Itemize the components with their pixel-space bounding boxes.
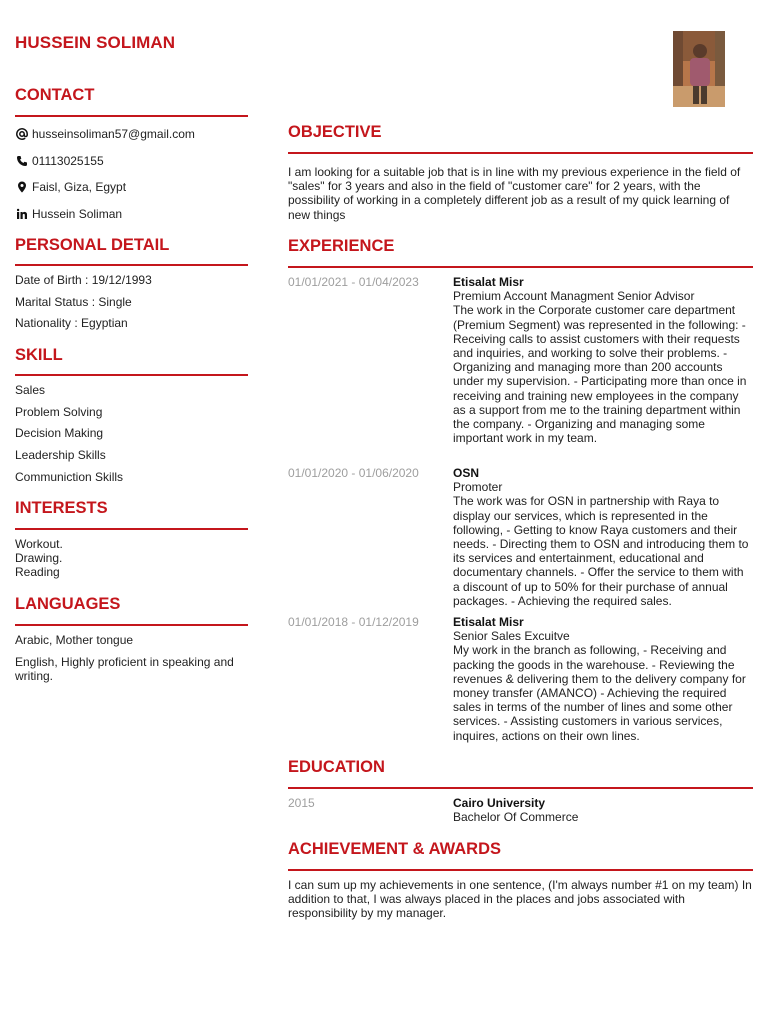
skill-item: Problem Solving <box>15 405 103 419</box>
personal-nationality: Nationality : Egyptian <box>15 316 128 330</box>
skill-item: Leadership Skills <box>15 448 106 462</box>
experience-entry <box>453 466 753 608</box>
experience-description: My work in the branch as following, - Receiving and packing the goods in the warehouse. - Reviewing the revenues & delivering them to the delivery company for money transfer (AMANCO) - Achieving the required sales in terms of the number of lines and some other services. - Assisting customers in various services, inquires, actions on their own lines. <box>453 643 746 743</box>
skill-item: Communiction Skills <box>15 470 124 484</box>
interest-item: Drawing. <box>15 551 63 565</box>
experience-divider <box>288 266 753 268</box>
education-entry <box>453 796 753 824</box>
personal-dob: Date of Birth : 19/12/1993 <box>15 273 152 287</box>
personal-marital: Marital Status : Single <box>15 295 132 309</box>
linkedin-icon <box>15 208 28 221</box>
contact-divider <box>15 115 248 117</box>
interest-item: Reading <box>15 565 60 579</box>
contact-email-text: husseinsoliman57@gmail.com <box>32 127 195 141</box>
contact-location <box>15 180 126 194</box>
location-pin-icon <box>15 181 28 194</box>
contact-location-text: Faisl, Giza, Egypt <box>32 180 127 194</box>
contact-email[interactable] <box>15 127 195 141</box>
experience-description: The work was for OSN in partnership with Raya to display our services, which is represented in the following, - Getting to know Raya customers and their needs. - Directing them to OSN and introducing them to its services and entertainment, educational and documentary channels. - Offer the service to them with a discount of up to 50% for their purchase of annual packages. - Achieving the required sales. <box>453 494 749 608</box>
achievements-divider <box>288 869 753 871</box>
language-item: Arabic, Mother tongue <box>15 633 134 647</box>
objective-text: I am looking for a suitable job that is in line with my previous experience in the field of "sales" for 3 years and also in the field of "customer care" for 2 years, with the possibility of working in a completely different job as a result of my quick learning of new things <box>288 165 741 222</box>
skill-item: Sales <box>15 383 46 397</box>
contact-title: CONTACT <box>15 86 95 104</box>
contact-linkedin-text: Hussein Soliman <box>32 207 123 221</box>
objective-title: OBJECTIVE <box>288 123 382 141</box>
language-item: English, Highly proficient in speaking and writing. <box>15 655 234 684</box>
experience-date: 01/01/2018 - 01/12/2019 <box>288 615 419 629</box>
contact-phone[interactable] <box>15 154 104 168</box>
education-degree: Bachelor Of Commerce <box>453 810 579 825</box>
objective-divider <box>288 152 753 154</box>
education-date: 2015 <box>288 796 315 810</box>
personal-title: PERSONAL DETAIL <box>15 236 170 254</box>
skill-item: Decision Making <box>15 426 104 440</box>
experience-company: OSN <box>453 466 480 480</box>
contact-linkedin[interactable] <box>15 207 122 221</box>
experience-role: Senior Sales Excuitve <box>453 629 570 644</box>
skill-divider <box>15 374 248 376</box>
experience-date: 01/01/2021 - 01/04/2023 <box>288 275 419 289</box>
experience-role: Promoter <box>453 480 503 495</box>
experience-date: 01/01/2020 - 01/06/2020 <box>288 466 419 480</box>
profile-photo <box>673 31 725 107</box>
phone-icon <box>15 155 28 168</box>
resume-name: HUSSEIN SOLIMAN <box>15 33 176 52</box>
at-icon <box>15 128 28 141</box>
personal-divider <box>15 264 248 266</box>
experience-title: EXPERIENCE <box>288 237 395 255</box>
achievements-text: I can sum up my achievements in one sentence, (I'm always number #1 on my team) In addition to that, I was always placed in the places and jobs associated with responsibility by my manager. <box>288 878 752 921</box>
experience-company: Etisalat Misr <box>453 615 524 629</box>
interest-item: Workout. <box>15 537 63 551</box>
experience-role: Premium Account Managment Senior Advisor <box>453 289 695 304</box>
experience-entry <box>453 615 753 743</box>
interests-divider <box>15 528 248 530</box>
experience-description: The work in the Corporate customer care department (Premium Segment) was represented in the following: - Receiving calls to assist customers with their requests and inquiries, and working to solve their problems. - Organizing and managing more than 200 accounts under my supervision. - Participating more than once in receiving and training new employees in the company as a support from me to the training department within the company. - Organizing and managing some important work in my team. <box>453 303 747 446</box>
contact-phone-text: 01113025155 <box>32 154 104 168</box>
education-divider <box>288 787 753 789</box>
education-school: Cairo University <box>453 796 546 810</box>
interests-title: INTERESTS <box>15 499 108 517</box>
skill-title: SKILL <box>15 346 63 364</box>
languages-divider <box>15 624 248 626</box>
experience-company: Etisalat Misr <box>453 275 524 289</box>
education-title: EDUCATION <box>288 758 385 776</box>
achievements-title: ACHIEVEMENT & AWARDS <box>288 840 501 858</box>
languages-title: LANGUAGES <box>15 595 121 613</box>
experience-entry <box>453 275 753 445</box>
